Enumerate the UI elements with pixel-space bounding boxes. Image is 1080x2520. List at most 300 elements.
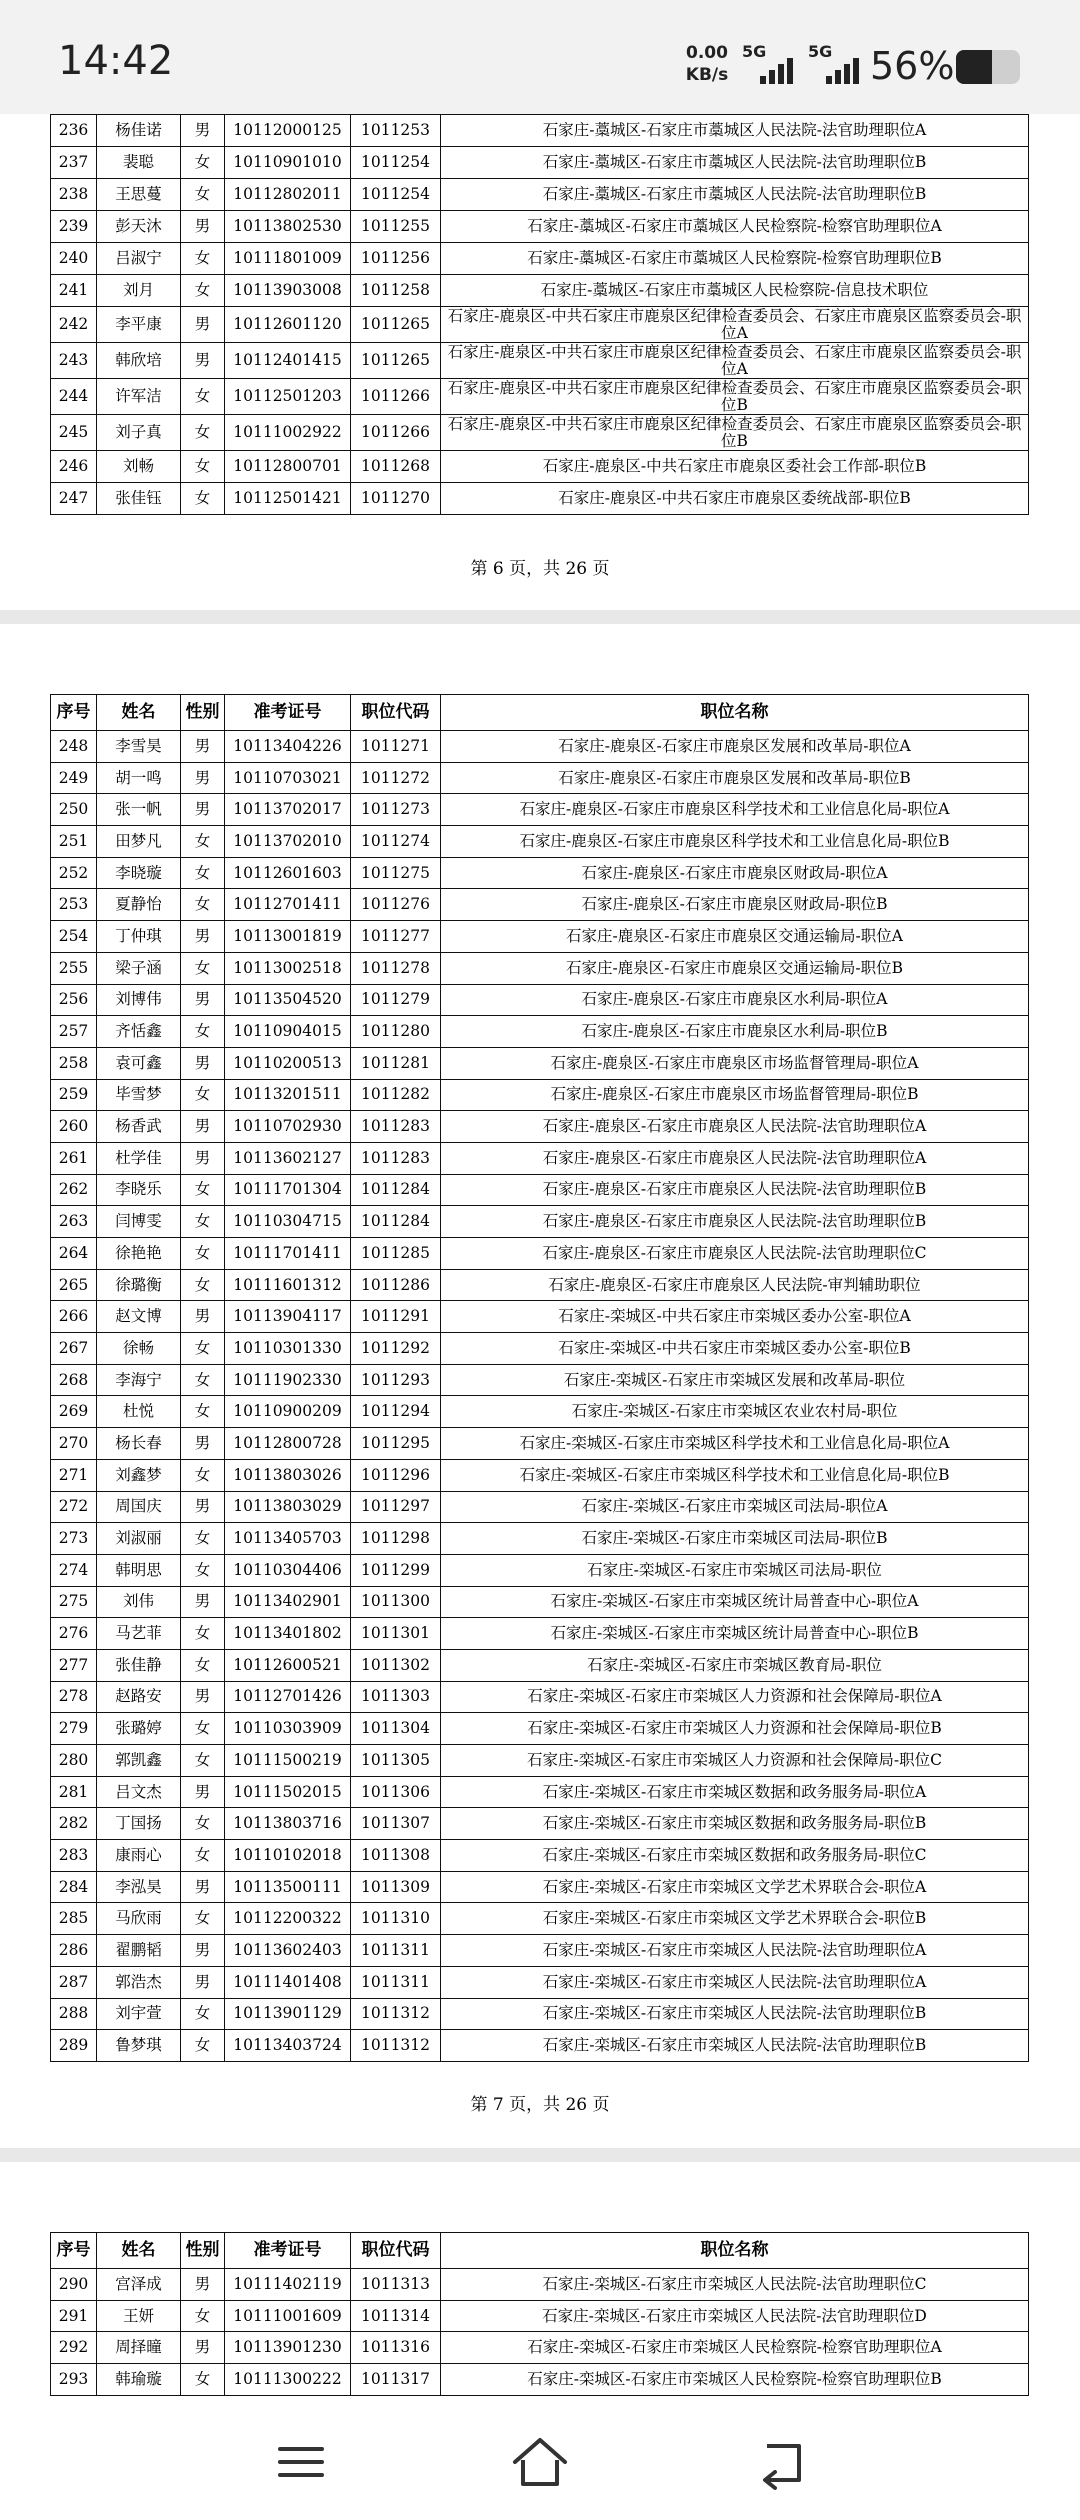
- cell-position-name: 石家庄-栾城区-石家庄市栾城区文学艺术界联合会-职位A: [441, 1871, 1029, 1903]
- cell-exam-id: 10113002518: [225, 952, 351, 984]
- cell-gender: 男: [181, 794, 225, 826]
- cell-name: 李雪昊: [97, 731, 181, 763]
- cell-gender: 女: [181, 1238, 225, 1270]
- cell-exam-id: 10112401415: [225, 343, 351, 379]
- cell-position-code: 1011301: [351, 1618, 441, 1650]
- cell-name: 毕雪梦: [97, 1079, 181, 1111]
- cell-position-code: 1011274: [351, 826, 441, 858]
- cell-gender: 女: [181, 1079, 225, 1111]
- cell-name: 许军洁: [97, 379, 181, 415]
- cell-position-code: 1011296: [351, 1459, 441, 1491]
- cell-seq: 275: [51, 1586, 97, 1618]
- cell-position-name: 石家庄-鹿泉区-石家庄市鹿泉区水利局-职位B: [441, 1016, 1029, 1048]
- cell-name: 周国庆: [97, 1491, 181, 1523]
- cell-position-code: 1011302: [351, 1649, 441, 1681]
- cell-name: 吕文杰: [97, 1776, 181, 1808]
- cell-position-name: 石家庄-栾城区-石家庄市栾城区人民法院-法官助理职位A: [441, 1966, 1029, 1998]
- cell-position-name: 石家庄-栾城区-石家庄市栾城区人民检察院-检察官助理职位A: [441, 2332, 1029, 2364]
- cell-exam-id: 10111801009: [225, 243, 351, 275]
- cell-gender: 女: [181, 826, 225, 858]
- table-row: [51, 115, 1029, 147]
- cell-seq: 239: [51, 211, 97, 243]
- cell-position-code: 1011307: [351, 1808, 441, 1840]
- cell-seq: 260: [51, 1111, 97, 1143]
- status-time: 14:42: [58, 38, 174, 84]
- candidate-table-page-8: [50, 2232, 1029, 2396]
- table-row: [51, 1396, 1029, 1428]
- cell-seq: 287: [51, 1966, 97, 1998]
- table-row: [51, 1998, 1029, 2030]
- cell-name: 马欣雨: [97, 1903, 181, 1935]
- cell-gender: 男: [181, 1681, 225, 1713]
- cell-seq: 285: [51, 1903, 97, 1935]
- cell-position-name: 石家庄-鹿泉区-中共石家庄市鹿泉区纪律检查委员会、石家庄市鹿泉区监察委员会-职位B: [441, 415, 1029, 451]
- cell-seq: 292: [51, 2332, 97, 2364]
- cell-gender: 男: [181, 2269, 225, 2301]
- cell-position-name: 石家庄-藁城区-石家庄市藁城区人民检察院-信息技术职位: [441, 275, 1029, 307]
- cell-position-name: 石家庄-藁城区-石家庄市藁城区人民检察院-检察官助理职位A: [441, 211, 1029, 243]
- cell-exam-id: 10113201511: [225, 1079, 351, 1111]
- cell-exam-id: 10113803026: [225, 1459, 351, 1491]
- page-divider: [0, 610, 1080, 624]
- cell-seq: 251: [51, 826, 97, 858]
- cell-gender: 女: [181, 415, 225, 451]
- cell-seq: 257: [51, 1016, 97, 1048]
- cell-position-name: 石家庄-栾城区-石家庄市栾城区人民法院-法官助理职位B: [441, 1998, 1029, 2030]
- cell-gender: 女: [181, 2030, 225, 2062]
- cell-seq: 243: [51, 343, 97, 379]
- table-row: [51, 1523, 1029, 1555]
- table-row: [51, 2300, 1029, 2332]
- cell-gender: 女: [181, 1459, 225, 1491]
- cell-seq: 265: [51, 1269, 97, 1301]
- cell-name: 闫博雯: [97, 1206, 181, 1238]
- cell-name: 鲁梦琪: [97, 2030, 181, 2062]
- cell-position-code: 1011297: [351, 1491, 441, 1523]
- cell-seq: 264: [51, 1238, 97, 1270]
- cell-position-code: 1011271: [351, 731, 441, 763]
- cell-position-name: 石家庄-栾城区-石家庄市栾城区司法局-职位A: [441, 1491, 1029, 1523]
- cell-exam-id: 10111002922: [225, 415, 351, 451]
- header-position-code: 职位代码: [351, 2233, 441, 2269]
- table-row: [51, 921, 1029, 953]
- cell-gender: 女: [181, 1554, 225, 1586]
- table-row: [51, 889, 1029, 921]
- cell-seq: 277: [51, 1649, 97, 1681]
- table-row: [51, 794, 1029, 826]
- table-row: [51, 1428, 1029, 1460]
- cell-seq: 270: [51, 1428, 97, 1460]
- network-speed-unit: KB/s: [685, 65, 729, 85]
- cell-name: 夏静怡: [97, 889, 181, 921]
- cell-seq: 252: [51, 857, 97, 889]
- cell-name: 李泓昊: [97, 1871, 181, 1903]
- cell-position-code: 1011254: [351, 179, 441, 211]
- table-row: [51, 857, 1029, 889]
- cell-name: 张璐婷: [97, 1713, 181, 1745]
- cell-position-name: 石家庄-鹿泉区-中共石家庄市鹿泉区委社会工作部-职位B: [441, 451, 1029, 483]
- cell-name: 刘鑫梦: [97, 1459, 181, 1491]
- cell-position-code: 1011314: [351, 2300, 441, 2332]
- cell-position-code: 1011265: [351, 307, 441, 343]
- cell-gender: 男: [181, 2332, 225, 2364]
- cell-exam-id: 10111300222: [225, 2364, 351, 2396]
- cell-position-code: 1011266: [351, 379, 441, 415]
- cell-gender: 女: [181, 857, 225, 889]
- cell-gender: 男: [181, 1871, 225, 1903]
- cell-name: 刘畅: [97, 451, 181, 483]
- cell-position-code: 1011285: [351, 1238, 441, 1270]
- battery-level-fill: [956, 50, 992, 84]
- cell-position-code: 1011291: [351, 1301, 441, 1333]
- cell-gender: 女: [181, 2300, 225, 2332]
- cell-position-code: 1011279: [351, 984, 441, 1016]
- cell-name: 彭天沐: [97, 211, 181, 243]
- cell-position-name: 石家庄-藁城区-石家庄市藁城区人民检察院-检察官助理职位B: [441, 243, 1029, 275]
- cell-exam-id: 10113401802: [225, 1618, 351, 1650]
- cell-seq: 258: [51, 1047, 97, 1079]
- table-row: [51, 1776, 1029, 1808]
- page-divider: [0, 2148, 1080, 2162]
- table-row: [51, 2332, 1029, 2364]
- cell-name: 李晓璇: [97, 857, 181, 889]
- cell-position-name: 石家庄-栾城区-石家庄市栾城区人力资源和社会保障局-职位B: [441, 1713, 1029, 1745]
- cell-position-code: 1011311: [351, 1966, 441, 1998]
- back-button[interactable]: [745, 2432, 815, 2492]
- table-row: [51, 1079, 1029, 1111]
- cell-gender: 女: [181, 1713, 225, 1745]
- cell-position-name: 石家庄-鹿泉区-石家庄市鹿泉区交通运输局-职位B: [441, 952, 1029, 984]
- home-icon: [505, 2432, 575, 2492]
- cell-name: 丁国扬: [97, 1808, 181, 1840]
- table-row: [51, 1966, 1029, 1998]
- cell-name: 杨香武: [97, 1111, 181, 1143]
- table-row: [51, 2364, 1029, 2396]
- cell-exam-id: 10112200322: [225, 1903, 351, 1935]
- cell-seq: 288: [51, 1998, 97, 2030]
- cell-exam-id: 10112600521: [225, 1649, 351, 1681]
- table-row: [51, 952, 1029, 984]
- recent-apps-button[interactable]: [266, 2432, 336, 2492]
- cell-gender: 男: [181, 343, 225, 379]
- table-row: [51, 1840, 1029, 1872]
- cell-seq: 248: [51, 731, 97, 763]
- cell-position-name: 石家庄-栾城区-中共石家庄市栾城区委办公室-职位A: [441, 1301, 1029, 1333]
- cell-position-name: 石家庄-藁城区-石家庄市藁城区人民法院-法官助理职位B: [441, 147, 1029, 179]
- table-row: [51, 1206, 1029, 1238]
- table-row: [51, 343, 1029, 379]
- cell-name: 张佳钰: [97, 483, 181, 515]
- table-row: [51, 1745, 1029, 1777]
- page-footer: 第 6 页，共 26 页: [470, 559, 610, 579]
- cell-exam-id: 10112501203: [225, 379, 351, 415]
- cell-name: 李海宁: [97, 1364, 181, 1396]
- navigation-bar: [0, 2404, 1080, 2520]
- table-row: [51, 731, 1029, 763]
- cell-seq: 238: [51, 179, 97, 211]
- cell-exam-id: 10110904015: [225, 1016, 351, 1048]
- cell-seq: 282: [51, 1808, 97, 1840]
- cell-gender: 男: [181, 984, 225, 1016]
- cell-exam-id: 10111401408: [225, 1966, 351, 1998]
- cell-gender: 女: [181, 1523, 225, 1555]
- cell-exam-id: 10113402901: [225, 1586, 351, 1618]
- cell-position-name: 石家庄-栾城区-石家庄市栾城区农业农村局-职位: [441, 1396, 1029, 1428]
- cell-position-code: 1011295: [351, 1428, 441, 1460]
- cell-exam-id: 10110303909: [225, 1713, 351, 1745]
- cell-exam-id: 10113403724: [225, 2030, 351, 2062]
- cell-position-code: 1011305: [351, 1745, 441, 1777]
- cell-seq: 241: [51, 275, 97, 307]
- table-row: [51, 1111, 1029, 1143]
- cell-name: 杜悦: [97, 1396, 181, 1428]
- home-button[interactable]: [505, 2432, 575, 2492]
- cell-seq: 276: [51, 1618, 97, 1650]
- cell-seq: 244: [51, 379, 97, 415]
- table-row: [51, 1174, 1029, 1206]
- cell-name: 张佳静: [97, 1649, 181, 1681]
- cell-position-code: 1011294: [351, 1396, 441, 1428]
- table-row: [51, 1681, 1029, 1713]
- cell-position-name: 石家庄-鹿泉区-石家庄市鹿泉区市场监督管理局-职位A: [441, 1047, 1029, 1079]
- table-row: [51, 1649, 1029, 1681]
- cell-position-code: 1011268: [351, 451, 441, 483]
- cell-position-code: 1011311: [351, 1935, 441, 1967]
- cell-exam-id: 10110703021: [225, 762, 351, 794]
- cell-name: 李平康: [97, 307, 181, 343]
- cell-gender: 女: [181, 1174, 225, 1206]
- cell-exam-id: 10110900209: [225, 1396, 351, 1428]
- cell-position-code: 1011292: [351, 1333, 441, 1365]
- cell-gender: 男: [181, 1586, 225, 1618]
- cell-exam-id: 10111001609: [225, 2300, 351, 2332]
- cell-position-code: 1011303: [351, 1681, 441, 1713]
- cell-name: 裴聪: [97, 147, 181, 179]
- cell-gender: 女: [181, 1998, 225, 2030]
- cell-seq: 289: [51, 2030, 97, 2062]
- cell-exam-id: 10110901010: [225, 147, 351, 179]
- cell-exam-id: 10113903008: [225, 275, 351, 307]
- cell-position-name: 石家庄-鹿泉区-中共石家庄市鹿泉区委统战部-职位B: [441, 483, 1029, 515]
- cell-name: 徐艳艳: [97, 1238, 181, 1270]
- cell-name: 翟鹏韬: [97, 1935, 181, 1967]
- cell-seq: 278: [51, 1681, 97, 1713]
- cell-gender: 女: [181, 1840, 225, 1872]
- cell-gender: 女: [181, 952, 225, 984]
- cell-position-code: 1011276: [351, 889, 441, 921]
- cell-seq: 272: [51, 1491, 97, 1523]
- cell-exam-id: 10111701304: [225, 1174, 351, 1206]
- cell-gender: 男: [181, 1428, 225, 1460]
- cell-position-code: 1011308: [351, 1840, 441, 1872]
- cell-position-name: 石家庄-栾城区-石家庄市栾城区人民法院-法官助理职位B: [441, 2030, 1029, 2062]
- cell-gender: 女: [181, 179, 225, 211]
- cell-exam-id: 10111902330: [225, 1364, 351, 1396]
- cell-position-code: 1011282: [351, 1079, 441, 1111]
- cell-name: 康雨心: [97, 1840, 181, 1872]
- cell-exam-id: 10112601120: [225, 307, 351, 343]
- cell-seq: 286: [51, 1935, 97, 1967]
- cell-name: 刘子真: [97, 415, 181, 451]
- cell-seq: 263: [51, 1206, 97, 1238]
- cell-position-code: 1011317: [351, 2364, 441, 2396]
- cell-name: 赵路安: [97, 1681, 181, 1713]
- cell-position-name: 石家庄-藁城区-石家庄市藁城区人民法院-法官助理职位A: [441, 115, 1029, 147]
- cell-position-name: 石家庄-鹿泉区-石家庄市鹿泉区人民法院-法官助理职位B: [441, 1206, 1029, 1238]
- table-row: [51, 1586, 1029, 1618]
- battery-percent: 56%: [870, 44, 955, 88]
- cell-position-name: 石家庄-栾城区-石家庄市栾城区科学技术和工业信息化局-职位A: [441, 1428, 1029, 1460]
- cell-position-name: 石家庄-栾城区-石家庄市栾城区人民法院-法官助理职位A: [441, 1935, 1029, 1967]
- cell-position-code: 1011300: [351, 1586, 441, 1618]
- cell-seq: 271: [51, 1459, 97, 1491]
- cell-position-name: 石家庄-栾城区-石家庄市栾城区人力资源和社会保障局-职位C: [441, 1745, 1029, 1777]
- cell-seq: 293: [51, 2364, 97, 2396]
- cell-position-code: 1011265: [351, 343, 441, 379]
- cell-name: 齐恬鑫: [97, 1016, 181, 1048]
- cell-position-name: 石家庄-栾城区-石家庄市栾城区文学艺术界联合会-职位B: [441, 1903, 1029, 1935]
- cell-seq: 274: [51, 1554, 97, 1586]
- table-row: [51, 451, 1029, 483]
- cell-seq: 269: [51, 1396, 97, 1428]
- cell-name: 杨佳诺: [97, 115, 181, 147]
- cell-name: 袁可鑫: [97, 1047, 181, 1079]
- cell-name: 王思蔓: [97, 179, 181, 211]
- cell-seq: 266: [51, 1301, 97, 1333]
- table-row: [51, 826, 1029, 858]
- cell-position-name: 石家庄-栾城区-中共石家庄市栾城区委办公室-职位B: [441, 1333, 1029, 1365]
- cell-exam-id: 10110200513: [225, 1047, 351, 1079]
- cell-gender: 女: [181, 1016, 225, 1048]
- cell-position-name: 石家庄-栾城区-石家庄市栾城区统计局普查中心-职位B: [441, 1618, 1029, 1650]
- cell-seq: 267: [51, 1333, 97, 1365]
- cell-position-code: 1011278: [351, 952, 441, 984]
- table-row: [51, 1364, 1029, 1396]
- cell-name: 王妍: [97, 2300, 181, 2332]
- cell-position-name: 石家庄-栾城区-石家庄市栾城区人民法院-法官助理职位D: [441, 2300, 1029, 2332]
- cell-name: 刘月: [97, 275, 181, 307]
- cell-position-name: 石家庄-鹿泉区-石家庄市鹿泉区人民法院-审判辅助职位: [441, 1269, 1029, 1301]
- cell-exam-id: 10112601603: [225, 857, 351, 889]
- cell-position-code: 1011255: [351, 211, 441, 243]
- cell-gender: 男: [181, 1491, 225, 1523]
- menu-icon: [266, 2432, 336, 2492]
- table-row: [51, 483, 1029, 515]
- cell-position-code: 1011273: [351, 794, 441, 826]
- cell-exam-id: 10113500111: [225, 1871, 351, 1903]
- cell-exam-id: 10113901230: [225, 2332, 351, 2364]
- battery-icon: [956, 50, 1020, 84]
- cell-name: 徐璐衡: [97, 1269, 181, 1301]
- cell-position-code: 1011270: [351, 483, 441, 515]
- cell-name: 马艺菲: [97, 1618, 181, 1650]
- table-row: [51, 1713, 1029, 1745]
- cell-seq: 242: [51, 307, 97, 343]
- cell-seq: 246: [51, 451, 97, 483]
- cell-exam-id: 10111402119: [225, 2269, 351, 2301]
- cell-gender: 男: [181, 1935, 225, 1967]
- cell-position-code: 1011283: [351, 1111, 441, 1143]
- cell-position-code: 1011266: [351, 415, 441, 451]
- cell-seq: 283: [51, 1840, 97, 1872]
- cell-gender: 女: [181, 243, 225, 275]
- cell-exam-id: 10113901129: [225, 1998, 351, 2030]
- cell-gender: 女: [181, 889, 225, 921]
- cell-position-name: 石家庄-鹿泉区-石家庄市鹿泉区人民法院-法官助理职位A: [441, 1111, 1029, 1143]
- cell-position-code: 1011277: [351, 921, 441, 953]
- cell-position-name: 石家庄-鹿泉区-中共石家庄市鹿泉区纪律检查委员会、石家庄市鹿泉区监察委员会-职位A: [441, 343, 1029, 379]
- cell-exam-id: 10111601312: [225, 1269, 351, 1301]
- table-row: [51, 1238, 1029, 1270]
- cell-gender: 男: [181, 1111, 225, 1143]
- cell-exam-id: 10110702930: [225, 1111, 351, 1143]
- cell-gender: 男: [181, 762, 225, 794]
- cell-gender: 男: [181, 1047, 225, 1079]
- cell-position-name: 石家庄-栾城区-石家庄市栾城区人民法院-法官助理职位C: [441, 2269, 1029, 2301]
- cell-seq: 284: [51, 1871, 97, 1903]
- cell-seq: 290: [51, 2269, 97, 2301]
- cell-position-name: 石家庄-栾城区-石家庄市栾城区司法局-职位B: [441, 1523, 1029, 1555]
- cell-exam-id: 10111701411: [225, 1238, 351, 1270]
- cell-exam-id: 10113602127: [225, 1142, 351, 1174]
- cell-name: 吕淑宁: [97, 243, 181, 275]
- cell-position-name: 石家庄-藁城区-石家庄市藁城区人民法院-法官助理职位B: [441, 179, 1029, 211]
- cell-seq: 247: [51, 483, 97, 515]
- cell-exam-id: 10113404226: [225, 731, 351, 763]
- table-row: [51, 1903, 1029, 1935]
- table-row: [51, 1269, 1029, 1301]
- cell-exam-id: 10113803716: [225, 1808, 351, 1840]
- table-row: [51, 1047, 1029, 1079]
- cell-name: 杜学佳: [97, 1142, 181, 1174]
- cell-position-code: 1011272: [351, 762, 441, 794]
- cell-position-code: 1011253: [351, 115, 441, 147]
- cell-name: 梁子涵: [97, 952, 181, 984]
- cell-position-name: 石家庄-鹿泉区-石家庄市鹿泉区人民法院-法官助理职位A: [441, 1142, 1029, 1174]
- cell-seq: 249: [51, 762, 97, 794]
- cell-seq: 253: [51, 889, 97, 921]
- header-name: 姓名: [97, 2233, 181, 2269]
- table-row: [51, 984, 1029, 1016]
- cell-seq: 279: [51, 1713, 97, 1745]
- document-page-7: [0, 624, 1080, 2148]
- cell-name: 郭凯鑫: [97, 1745, 181, 1777]
- table-row: [51, 275, 1029, 307]
- network-speed: [682, 42, 732, 86]
- table-row: [51, 2269, 1029, 2301]
- cell-position-code: 1011312: [351, 1998, 441, 2030]
- table-row: [51, 1459, 1029, 1491]
- cell-position-name: 石家庄-鹿泉区-石家庄市鹿泉区水利局-职位A: [441, 984, 1029, 1016]
- cell-exam-id: 10112701411: [225, 889, 351, 921]
- cell-position-code: 1011312: [351, 2030, 441, 2062]
- cell-seq: 250: [51, 794, 97, 826]
- cell-position-code: 1011309: [351, 1871, 441, 1903]
- cell-position-code: 1011256: [351, 243, 441, 275]
- cell-seq: 273: [51, 1523, 97, 1555]
- cell-position-name: 石家庄-栾城区-石家庄市栾城区统计局普查中心-职位A: [441, 1586, 1029, 1618]
- cell-exam-id: 10112701426: [225, 1681, 351, 1713]
- cell-position-name: 石家庄-鹿泉区-中共石家庄市鹿泉区纪律检查委员会、石家庄市鹿泉区监察委员会-职位B: [441, 379, 1029, 415]
- header-seq: 序号: [51, 2233, 97, 2269]
- cell-seq: 262: [51, 1174, 97, 1206]
- cell-name: 田梦凡: [97, 826, 181, 858]
- header-position-name: 职位名称: [441, 2233, 1029, 2269]
- cell-name: 刘博伟: [97, 984, 181, 1016]
- cell-exam-id: 10113001819: [225, 921, 351, 953]
- document-page-6: [0, 114, 1080, 610]
- cell-gender: 女: [181, 1903, 225, 1935]
